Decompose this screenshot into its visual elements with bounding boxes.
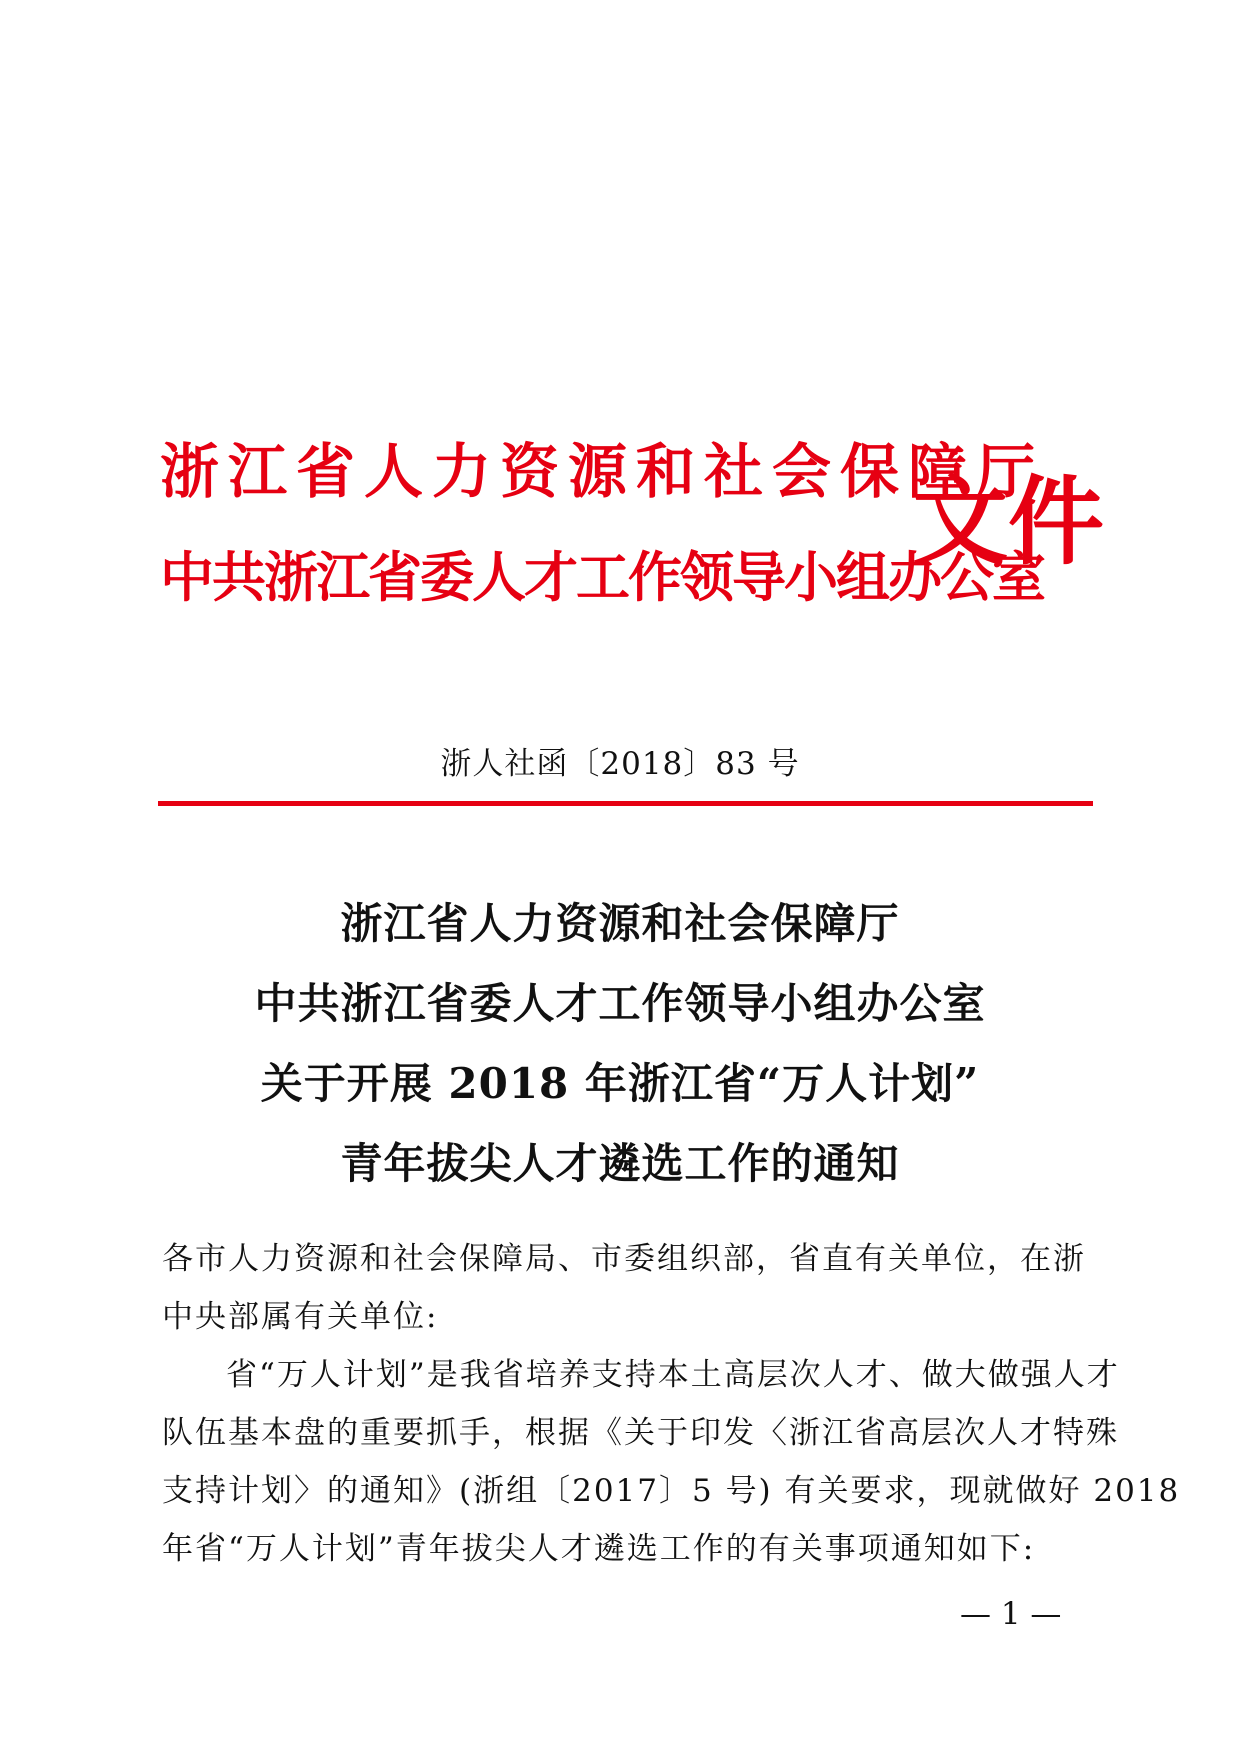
salutation-line: 中央部属有关单位: xyxy=(162,1299,439,1335)
document-type-label: 文件 xyxy=(912,466,1104,578)
salutation-line: 各市人力资源和社会保障局、市委组织部，省直有关单位，在浙 xyxy=(162,1241,1086,1277)
paragraph-line: 年省“万人计划”青年拔尖人才遴选工作的有关事项通知如下: xyxy=(162,1531,1036,1567)
document-body xyxy=(162,1230,1181,1578)
title-line: 青年拔尖人才遴选工作的通知 xyxy=(340,1139,900,1188)
issuer-name-2: 中共浙江省委人才工作领导小组办公室 xyxy=(160,546,1044,609)
title-line: 关于开展 2018 年浙江省“万人计划” xyxy=(260,1059,980,1108)
title-line: 浙江省人力资源和社会保障厅 xyxy=(340,899,900,948)
page-number: — 1 — xyxy=(960,1596,1062,1632)
paragraph-line: 队伍基本盘的重要抓手，根据《关于印发〈浙江省高层次人才特殊 xyxy=(162,1415,1119,1451)
red-divider xyxy=(158,801,1093,806)
document-title xyxy=(100,884,1140,1204)
document-number: 浙人社函〔2018〕83 号 xyxy=(440,746,800,782)
title-line: 中共浙江省委人才工作领导小组办公室 xyxy=(254,979,986,1028)
paragraph-line: 省“万人计划”是我省培养支持本土高层次人才、做大做强人才 xyxy=(226,1357,1120,1393)
paragraph-line: 支持计划〉的通知》(浙组〔2017〕5 号) 有关要求，现就做好 2018 xyxy=(162,1473,1181,1509)
document-header xyxy=(160,422,1104,632)
issuer-name-1: 浙江省人力资源和社会保障厅 xyxy=(160,437,1045,506)
